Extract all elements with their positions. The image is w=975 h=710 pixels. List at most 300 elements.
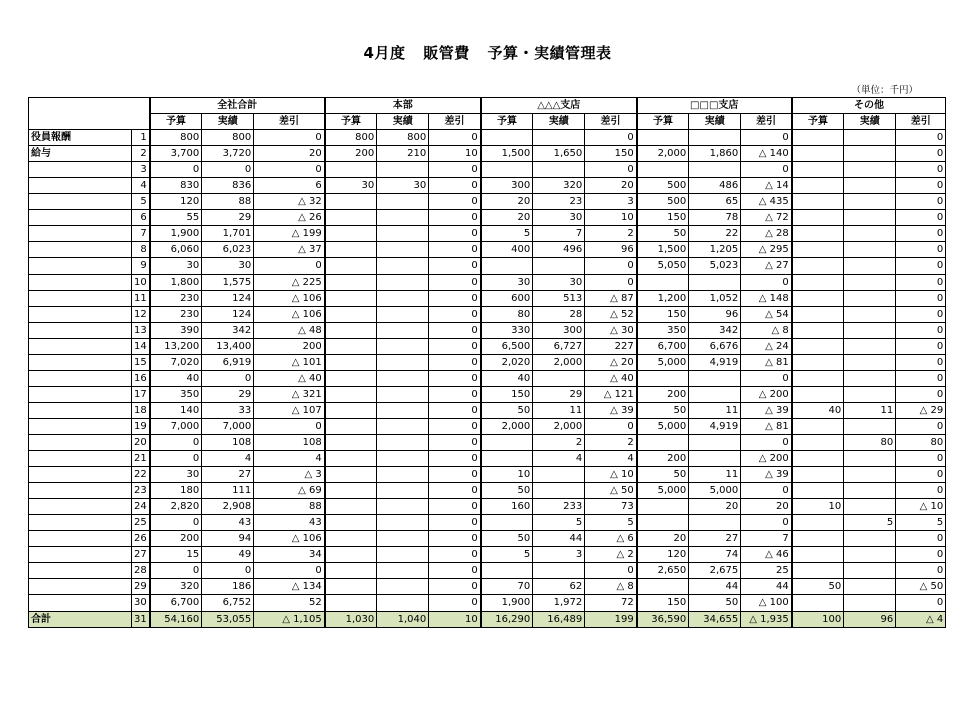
row-label (29, 258, 132, 274)
value-cell: 53,055 (202, 611, 254, 627)
row-label (29, 370, 132, 386)
row-number: 24 (132, 499, 150, 515)
value-cell: 7 (741, 531, 792, 547)
value-cell: 20 (689, 499, 741, 515)
row-number: 22 (132, 467, 150, 483)
value-cell (637, 162, 689, 178)
value-cell (325, 434, 377, 450)
row-label (29, 194, 132, 210)
value-cell: 0 (896, 274, 946, 290)
value-cell: 0 (896, 194, 946, 210)
value-cell: 0 (429, 386, 481, 402)
group-header: △△△支店 (481, 98, 637, 114)
value-cell: 43 (254, 515, 325, 531)
row-number: 25 (132, 515, 150, 531)
value-cell: 5 (481, 547, 533, 563)
value-cell: 0 (741, 483, 792, 499)
value-cell (533, 162, 585, 178)
value-cell: 1,860 (689, 146, 741, 162)
value-cell (844, 370, 896, 386)
value-cell: 3 (533, 547, 585, 563)
value-cell (325, 515, 377, 531)
value-cell (844, 547, 896, 563)
value-cell: △ 4 (896, 611, 946, 627)
value-cell: 6,023 (202, 242, 254, 258)
row-label (29, 515, 132, 531)
column-header: 実績 (377, 114, 429, 130)
title-main: 販管費 (423, 44, 470, 62)
value-cell: 0 (429, 547, 481, 563)
value-cell: 800 (377, 130, 429, 146)
value-cell: 390 (150, 322, 202, 338)
value-cell: 0 (741, 162, 792, 178)
value-cell: 7,000 (202, 418, 254, 434)
unit-note: （単位：千円） (851, 85, 918, 96)
value-cell: 23 (533, 194, 585, 210)
row-number: 9 (132, 258, 150, 274)
value-cell: 800 (202, 130, 254, 146)
value-cell: 0 (429, 370, 481, 386)
value-cell: 5 (896, 515, 946, 531)
value-cell (792, 274, 844, 290)
value-cell (325, 451, 377, 467)
row-number: 19 (132, 418, 150, 434)
value-cell: 0 (429, 531, 481, 547)
value-cell: 0 (429, 226, 481, 242)
value-cell: 0 (429, 451, 481, 467)
value-cell: 0 (254, 258, 325, 274)
value-cell: 0 (150, 162, 202, 178)
table-row (29, 274, 946, 290)
value-cell: △ 30 (585, 322, 637, 338)
value-cell: 6,727 (533, 338, 585, 354)
value-cell: △ 40 (585, 370, 637, 386)
value-cell: 2,908 (202, 499, 254, 515)
row-number: 23 (132, 483, 150, 499)
value-cell: 140 (150, 402, 202, 418)
value-cell: 4,919 (689, 418, 741, 434)
row-label (29, 579, 132, 595)
value-cell: 2,000 (481, 418, 533, 434)
value-cell: 0 (585, 258, 637, 274)
value-cell: 16,489 (533, 611, 585, 627)
column-header: 差引 (896, 114, 946, 130)
value-cell (689, 130, 741, 146)
table-row (29, 258, 946, 274)
value-cell: △ 26 (254, 210, 325, 226)
table-row (29, 451, 946, 467)
value-cell: 49 (202, 547, 254, 563)
value-cell (377, 402, 429, 418)
value-cell (325, 579, 377, 595)
value-cell (325, 595, 377, 611)
row-number: 11 (132, 290, 150, 306)
value-cell (844, 595, 896, 611)
value-cell: 6 (254, 178, 325, 194)
value-cell: 30 (325, 178, 377, 194)
value-cell (377, 595, 429, 611)
value-cell: 350 (150, 386, 202, 402)
row-number: 28 (132, 563, 150, 579)
table-row (29, 515, 946, 531)
value-cell: 30 (202, 258, 254, 274)
value-cell: 0 (429, 242, 481, 258)
value-cell: △ 321 (254, 386, 325, 402)
table-row (29, 146, 946, 162)
value-cell: 200 (254, 338, 325, 354)
value-cell: 6,500 (481, 338, 533, 354)
value-cell: 5,000 (637, 418, 689, 434)
value-cell: 15 (150, 547, 202, 563)
value-cell: 0 (896, 290, 946, 306)
value-cell: 0 (896, 386, 946, 402)
value-cell: △ 199 (254, 226, 325, 242)
value-cell: 0 (429, 434, 481, 450)
value-cell: 2,000 (533, 418, 585, 434)
value-cell (792, 290, 844, 306)
row-label: 給与 (29, 146, 132, 162)
column-header: 予算 (325, 114, 377, 130)
value-cell: 0 (202, 370, 254, 386)
value-cell: 2,000 (533, 354, 585, 370)
value-cell: △ 52 (585, 306, 637, 322)
value-cell (325, 499, 377, 515)
value-cell: 30 (150, 467, 202, 483)
value-cell: 36,590 (637, 611, 689, 627)
table-row (29, 130, 946, 146)
value-cell: 0 (896, 547, 946, 563)
value-cell: 13,400 (202, 338, 254, 354)
value-cell: 2,820 (150, 499, 202, 515)
value-cell (689, 515, 741, 531)
value-cell: 78 (689, 210, 741, 226)
row-number: 10 (132, 274, 150, 290)
row-number: 20 (132, 434, 150, 450)
value-cell: 20 (481, 194, 533, 210)
value-cell (637, 499, 689, 515)
column-header: 予算 (150, 114, 202, 130)
column-header: 差引 (254, 114, 325, 130)
value-cell: 50 (481, 483, 533, 499)
value-cell: △ 24 (741, 338, 792, 354)
value-cell: 233 (533, 499, 585, 515)
row-label (29, 226, 132, 242)
value-cell: 5 (844, 515, 896, 531)
value-cell: 200 (637, 451, 689, 467)
value-cell (481, 434, 533, 450)
row-number: 16 (132, 370, 150, 386)
value-cell: 96 (585, 242, 637, 258)
value-cell: 836 (202, 178, 254, 194)
value-cell (792, 258, 844, 274)
row-number: 5 (132, 194, 150, 210)
row-label (29, 290, 132, 306)
group-header-row (29, 98, 946, 114)
value-cell: △ 140 (741, 146, 792, 162)
value-cell: 1,900 (481, 595, 533, 611)
value-cell (325, 370, 377, 386)
row-label (29, 595, 132, 611)
value-cell: △ 10 (585, 467, 637, 483)
value-cell (844, 258, 896, 274)
value-cell: △ 101 (254, 354, 325, 370)
column-header: 予算 (792, 114, 844, 130)
value-cell: 186 (202, 579, 254, 595)
table-row (29, 306, 946, 322)
value-cell: 1,972 (533, 595, 585, 611)
value-cell: 30 (533, 274, 585, 290)
value-cell: 0 (254, 563, 325, 579)
row-label (29, 274, 132, 290)
value-cell: 6,676 (689, 338, 741, 354)
value-cell: △ 106 (254, 306, 325, 322)
value-cell: 0 (896, 451, 946, 467)
value-cell (481, 563, 533, 579)
value-cell: 0 (150, 515, 202, 531)
value-cell (377, 451, 429, 467)
value-cell: △ 29 (896, 402, 946, 418)
value-cell: 96 (844, 611, 896, 627)
value-cell: △ 435 (741, 194, 792, 210)
value-cell (792, 370, 844, 386)
value-cell: 44 (741, 579, 792, 595)
value-cell (377, 306, 429, 322)
value-cell: 150 (637, 595, 689, 611)
value-cell (481, 130, 533, 146)
column-header: 予算 (481, 114, 533, 130)
budget-table (28, 97, 946, 628)
value-cell (689, 162, 741, 178)
value-cell: 0 (429, 467, 481, 483)
row-label (29, 354, 132, 370)
value-cell (325, 226, 377, 242)
value-cell: △ 6 (585, 531, 637, 547)
value-cell: △ 1,935 (741, 611, 792, 627)
value-cell: 342 (689, 322, 741, 338)
row-number: 3 (132, 162, 150, 178)
row-number: 8 (132, 242, 150, 258)
value-cell: 34,655 (689, 611, 741, 627)
value-cell (792, 146, 844, 162)
value-cell (377, 370, 429, 386)
value-cell: 52 (254, 595, 325, 611)
value-cell: 73 (585, 499, 637, 515)
value-cell (792, 226, 844, 242)
value-cell (377, 418, 429, 434)
table-row (29, 499, 946, 515)
value-cell (792, 547, 844, 563)
value-cell (377, 226, 429, 242)
value-cell: 200 (325, 146, 377, 162)
row-number: 2 (132, 146, 150, 162)
value-cell: 0 (896, 226, 946, 242)
value-cell (792, 515, 844, 531)
value-cell: 30 (150, 258, 202, 274)
value-cell: 27 (689, 531, 741, 547)
value-cell: △ 39 (741, 402, 792, 418)
value-cell: 0 (429, 194, 481, 210)
value-cell: 0 (429, 499, 481, 515)
value-cell: 0 (429, 306, 481, 322)
group-header: □□□支店 (637, 98, 792, 114)
row-label (29, 547, 132, 563)
table-row (29, 210, 946, 226)
value-cell: △ 121 (585, 386, 637, 402)
value-cell: 0 (896, 563, 946, 579)
value-cell: 1,900 (150, 226, 202, 242)
value-cell: △ 87 (585, 290, 637, 306)
value-cell: 150 (585, 146, 637, 162)
value-cell: △ 69 (254, 483, 325, 499)
value-cell (792, 451, 844, 467)
value-cell (377, 515, 429, 531)
value-cell: 50 (481, 402, 533, 418)
value-cell (792, 130, 844, 146)
column-header: 実績 (533, 114, 585, 130)
value-cell (481, 515, 533, 531)
value-cell: 0 (254, 418, 325, 434)
row-label (29, 467, 132, 483)
value-cell: 22 (689, 226, 741, 242)
value-cell: 5 (533, 515, 585, 531)
value-cell: △ 81 (741, 418, 792, 434)
value-cell: 200 (637, 386, 689, 402)
value-cell (844, 499, 896, 515)
value-cell (792, 178, 844, 194)
row-number: 18 (132, 402, 150, 418)
value-cell (792, 210, 844, 226)
value-cell: 11 (689, 402, 741, 418)
value-cell: 320 (150, 579, 202, 595)
value-cell: 1,500 (481, 146, 533, 162)
value-cell (325, 274, 377, 290)
row-number: 6 (132, 210, 150, 226)
value-cell: 10 (429, 146, 481, 162)
value-cell (637, 579, 689, 595)
value-cell (377, 434, 429, 450)
value-cell (792, 194, 844, 210)
value-cell (325, 258, 377, 274)
value-cell: 0 (150, 451, 202, 467)
value-cell: 0 (896, 370, 946, 386)
value-cell: 0 (896, 258, 946, 274)
value-cell: 0 (202, 563, 254, 579)
table-row (29, 531, 946, 547)
table-row (29, 402, 946, 418)
column-header: 実績 (202, 114, 254, 130)
value-cell: △ 134 (254, 579, 325, 595)
value-cell: 496 (533, 242, 585, 258)
row-label (29, 162, 132, 178)
value-cell: 227 (585, 338, 637, 354)
value-cell: 0 (429, 322, 481, 338)
value-cell: 0 (202, 162, 254, 178)
value-cell: 108 (254, 434, 325, 450)
value-cell (325, 467, 377, 483)
value-cell: 50 (481, 531, 533, 547)
table-row (29, 595, 946, 611)
value-cell: 0 (150, 434, 202, 450)
value-cell: 0 (896, 483, 946, 499)
value-cell: 180 (150, 483, 202, 499)
value-cell: 0 (896, 531, 946, 547)
value-cell: 500 (637, 178, 689, 194)
value-cell (481, 451, 533, 467)
value-cell: 0 (896, 338, 946, 354)
group-header: その他 (792, 98, 946, 114)
value-cell (377, 162, 429, 178)
value-cell (533, 467, 585, 483)
value-cell: 0 (429, 579, 481, 595)
value-cell: △ 40 (254, 370, 325, 386)
value-cell: △ 72 (741, 210, 792, 226)
value-cell: 1,052 (689, 290, 741, 306)
table-row (29, 386, 946, 402)
value-cell: 199 (585, 611, 637, 627)
value-cell (325, 418, 377, 434)
value-cell: 1,030 (325, 611, 377, 627)
value-cell: 11 (689, 467, 741, 483)
value-cell: △ 32 (254, 194, 325, 210)
value-cell: △ 39 (585, 402, 637, 418)
value-cell: 330 (481, 322, 533, 338)
row-number: 26 (132, 531, 150, 547)
value-cell: 10 (429, 611, 481, 627)
value-cell (792, 306, 844, 322)
value-cell: 830 (150, 178, 202, 194)
row-number: 21 (132, 451, 150, 467)
value-cell: 65 (689, 194, 741, 210)
value-cell: 7,020 (150, 354, 202, 370)
table-row (29, 322, 946, 338)
row-label (29, 338, 132, 354)
page-title (0, 42, 975, 63)
value-cell (325, 483, 377, 499)
value-cell (792, 242, 844, 258)
value-cell: 0 (585, 563, 637, 579)
value-cell: △ 106 (254, 531, 325, 547)
value-cell (689, 451, 741, 467)
column-header: 差引 (741, 114, 792, 130)
value-cell: 0 (254, 130, 325, 146)
value-cell: 0 (741, 434, 792, 450)
value-cell: 74 (689, 547, 741, 563)
value-cell: 0 (429, 162, 481, 178)
value-cell: 0 (896, 467, 946, 483)
value-cell (844, 451, 896, 467)
column-header: 差引 (429, 114, 481, 130)
row-number: 1 (132, 130, 150, 146)
value-cell: 0 (429, 130, 481, 146)
value-cell (844, 146, 896, 162)
value-cell: 96 (689, 306, 741, 322)
value-cell: 0 (896, 595, 946, 611)
value-cell: 600 (481, 290, 533, 306)
value-cell (325, 242, 377, 258)
row-number: 15 (132, 354, 150, 370)
table-row (29, 338, 946, 354)
value-cell (792, 467, 844, 483)
value-cell (481, 162, 533, 178)
value-cell (377, 563, 429, 579)
value-cell: 1,500 (637, 242, 689, 258)
value-cell: 7 (533, 226, 585, 242)
value-cell: 30 (481, 274, 533, 290)
value-cell: 0 (429, 483, 481, 499)
value-cell (844, 354, 896, 370)
row-label: 役員報酬 (29, 130, 132, 146)
value-cell (844, 531, 896, 547)
